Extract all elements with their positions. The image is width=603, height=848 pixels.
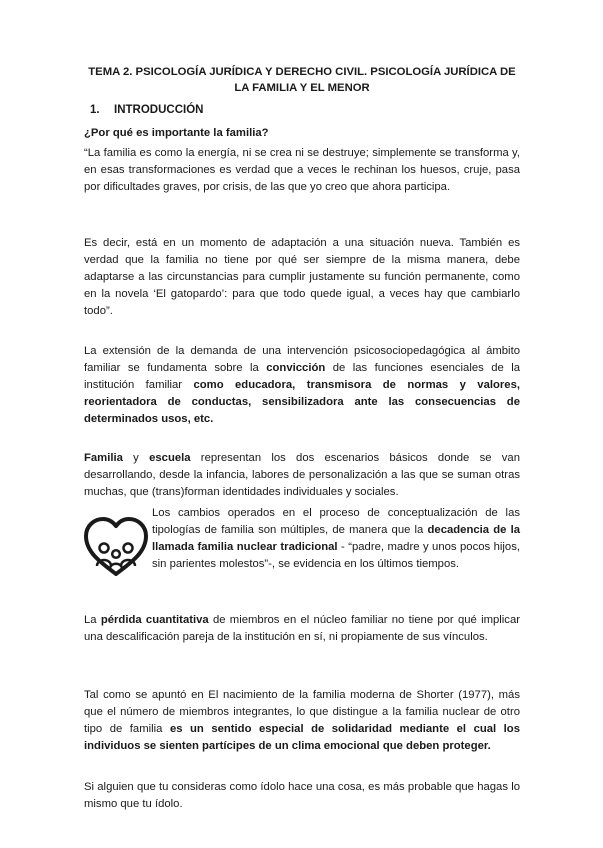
- paragraph-idol: Si alguien que tu consideras como ídolo hace una cosa, es más probable que hagas lo mismo que tu ídolo.: [84, 781, 520, 810]
- text-run: Los cambios operados en el proceso de conceptualización de las tipologías de familia son múltiples, de manera que la: [152, 507, 520, 536]
- paragraph-shorter: [84, 687, 520, 755]
- text-run: y: [122, 452, 150, 464]
- paragraph-adaptation: Es decir, está en un momento de adaptación a una situación nueva. También es verdad que la familia no tiene por qué ser siempre de la misma manera, debe adaptarse a las circunstancias para cumplir justamente su función permanente, como en la novela ‘El gatopardo’: para que todo quede igual, a veces hay que cambiarlo todo”.: [84, 237, 520, 317]
- text-bold: convicción: [266, 362, 326, 374]
- text-bold: Familia: [84, 452, 123, 464]
- paragraph-quantitative-loss: [84, 612, 520, 646]
- section-number: 1.: [90, 104, 100, 116]
- text-run: - “padre, madre y unos pocos hijos, sin parientes molestos”-, se evidencia en los últimos tiempos.: [152, 541, 520, 570]
- quote-paragraph: “La familia es como la energía, ni se crea ni se destruye; simplemente se transforma y, en esas transformaciones es verdad que a veces le rechinan los huesos, cruje, pasa por dificultades graves, por crisis, de las que yo creo que ahora participa.: [84, 147, 520, 193]
- text-run: La: [84, 614, 101, 626]
- text-bold: pérdida cuantitativa: [100, 614, 209, 626]
- section-label: INTRODUCCIÓN: [114, 104, 204, 116]
- paragraph-family-school: [84, 450, 520, 501]
- text-bold: como educadora, transmisora de normas y valores, reorientadora de conductas, sensibilizadora ante las consecuencias de determinados usos, etc.: [84, 379, 520, 425]
- text-run: de las funciones esenciales de la institución familiar: [84, 362, 520, 391]
- text-bold: es un sentido especial de solidaridad mediante el cual los individuos se sienten partícipes de un clima emocional que deben proteger.: [84, 723, 520, 752]
- text-bold: decadencia de la llamada familia nuclear tradicional: [152, 524, 520, 553]
- text-run: La extensión de la demanda de una intervención psicosociopedagógica al ámbito familiar se fundamenta sobre la: [84, 345, 520, 374]
- question-heading: ¿Por qué es importante la familia?: [84, 127, 269, 139]
- text-run: de miembros en el núcleo familiar no tiene por qué implicar una descalificación pareja de la institución en sí, ni propiamente de sus vínculos.: [84, 614, 520, 643]
- section-heading: [90, 102, 203, 119]
- text-bold: escuela: [149, 452, 191, 464]
- paragraph-intervention: [84, 343, 520, 428]
- family-heart-icon: [80, 512, 152, 580]
- document-title: TEMA 2. PSICOLOGÍA JURÍDICA Y DERECHO CIVIL. PSICOLOGÍA JURÍDICA DE LA FAMILIA Y EL MENOR: [88, 66, 516, 94]
- text-run: Tal como se apuntó en El nacimiento de la familia moderna de Shorter (1977), más que el número de miembros integrantes, lo que distingue a la familia nuclear de otro tipo de familia: [84, 689, 520, 735]
- paragraph-conceptualization: [152, 505, 520, 573]
- text-run: representan los dos escenarios básicos donde se van desarrollando, desde la infancia, labores de personalización a las que se suman otras muchas, que (trans)forman identidades individuales y sociales.: [84, 452, 520, 498]
